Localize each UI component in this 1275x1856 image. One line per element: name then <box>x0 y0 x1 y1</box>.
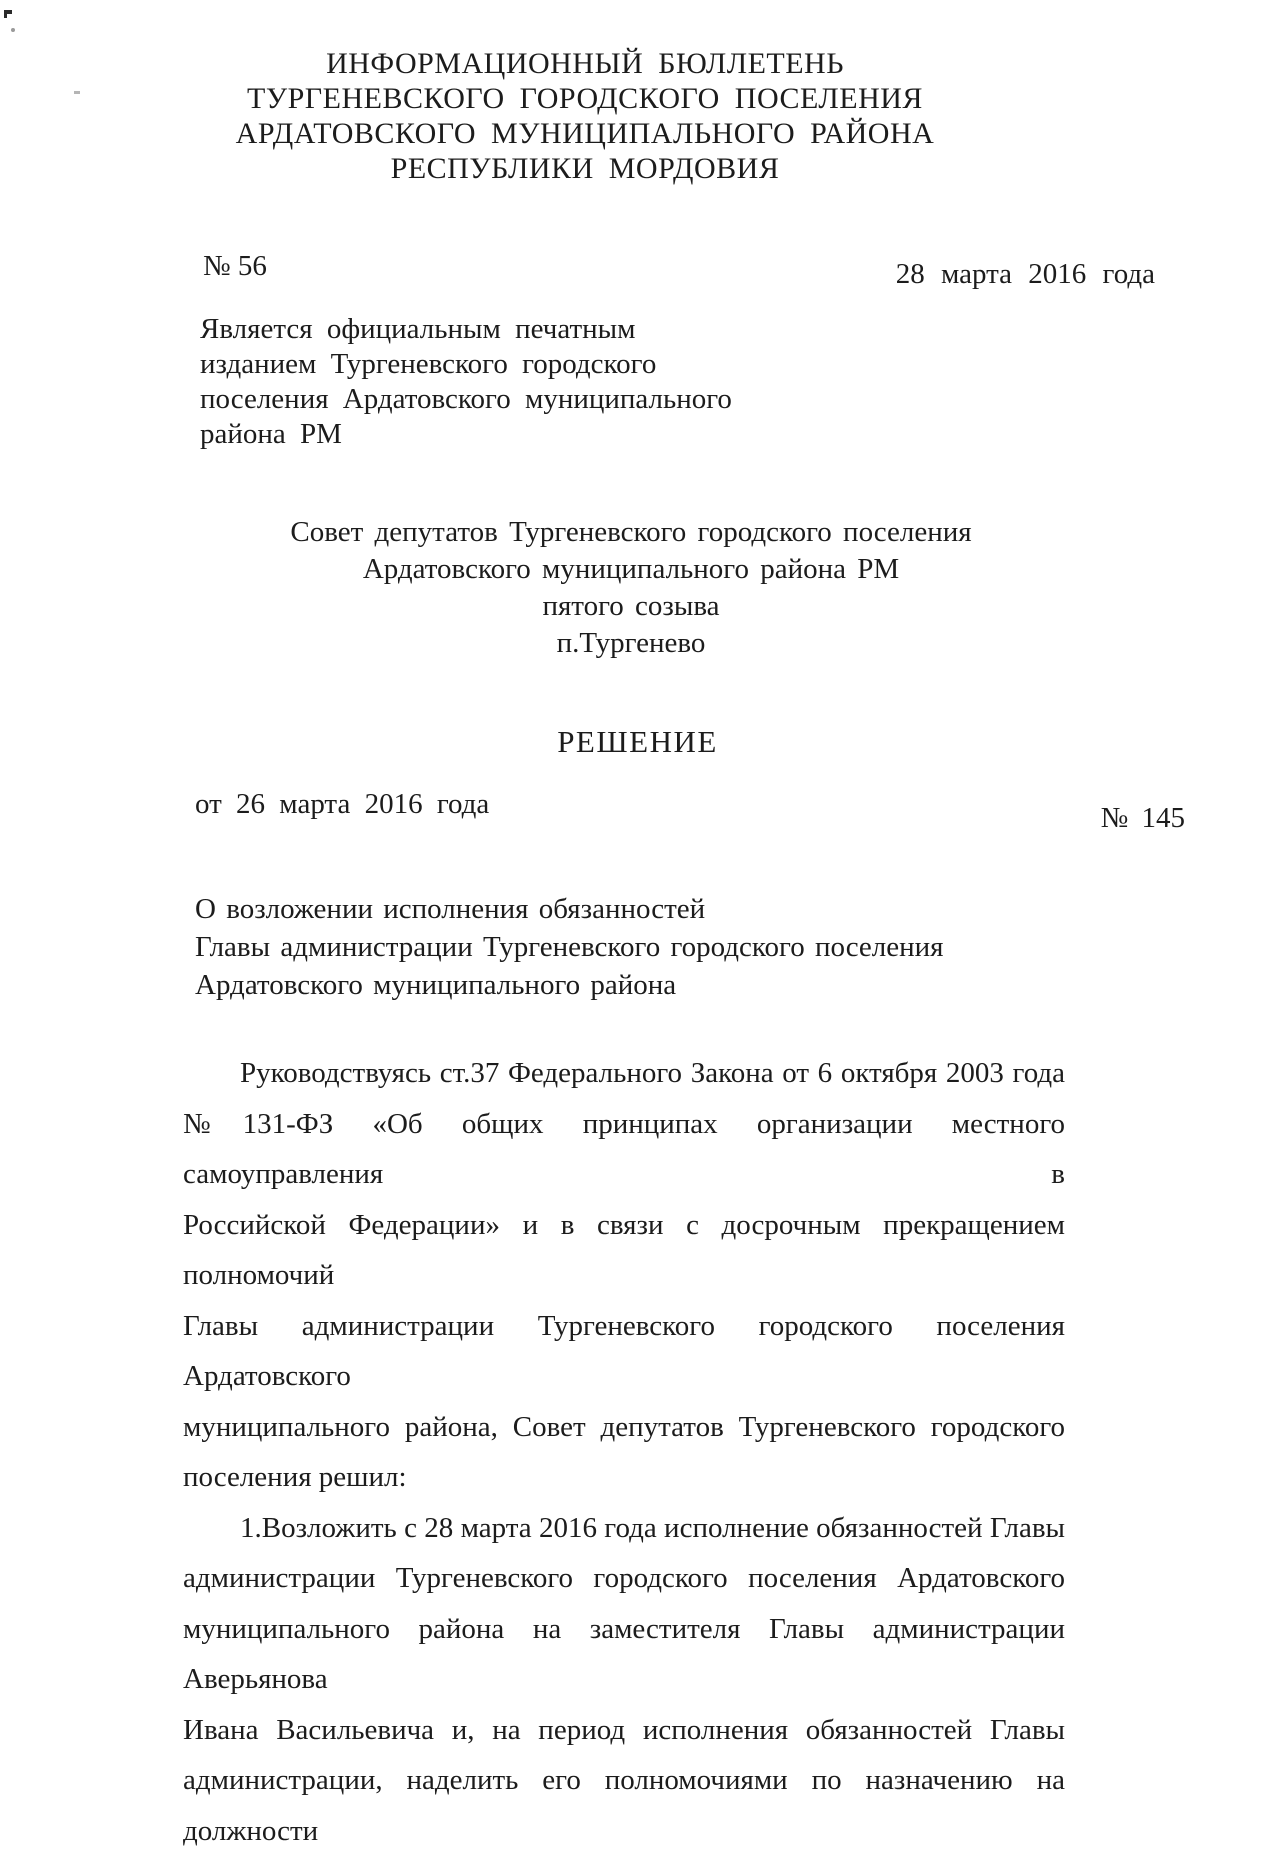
council-heading-line: Совет депутатов Тургеневского городского поселения <box>0 514 1262 551</box>
decision-title: РЕШЕНИЕ <box>0 724 1275 760</box>
issue-row <box>183 248 1155 296</box>
scan-speck <box>11 28 15 32</box>
body-line: поселения решил: <box>183 1452 1065 1503</box>
council-heading <box>0 514 1262 662</box>
publication-note-line: Является официальным печатным <box>200 312 732 347</box>
body-paragraph-2 <box>183 1503 1065 1856</box>
body-line: Главы администрации Тургеневского городского поселения Ардатовского <box>183 1301 1065 1402</box>
publication-note-line: района РМ <box>200 417 732 452</box>
decision-subject <box>195 890 944 1004</box>
masthead-line: ТУРГЕНЕВСКОГО ГОРОДСКОГО ПОСЕЛЕНИЯ <box>0 81 1170 116</box>
subject-line: Ардатовского муниципального района <box>195 966 944 1004</box>
body-line: администрации, наделить его полномочиями по назначению на должности <box>183 1755 1065 1856</box>
body-line: муниципального района, Совет депутатов Тургеневского городского <box>183 1402 1065 1453</box>
council-heading-line: п.Тургенево <box>0 625 1262 662</box>
subject-line: О возложении исполнения обязанностей <box>195 890 944 928</box>
subject-line: Главы администрации Тургеневского городского поселения <box>195 928 944 966</box>
masthead-line: РЕСПУБЛИКИ МОРДОВИЯ <box>0 151 1170 186</box>
body-line: 1.Возложить с 28 марта 2016 года исполнение обязанностей Главы <box>183 1503 1065 1554</box>
body-line: Ивана Васильевича и, на период исполнения обязанностей Главы <box>183 1705 1065 1756</box>
body-line: Руководствуясь ст.37 Федерального Закона от 6 октября 2003 года <box>183 1048 1065 1099</box>
body-line: администрации Тургеневского городского поселения Ардатовского <box>183 1553 1065 1604</box>
masthead-line: ИНФОРМАЦИОННЫЙ БЮЛЛЕТЕНЬ <box>0 46 1170 81</box>
masthead-line: АРДАТОВСКОГО МУНИЦИПАЛЬНОГО РАЙОНА <box>0 116 1170 151</box>
body-paragraph-1 <box>183 1048 1065 1503</box>
body-line: №131-ФЗ «Об общих принципах организации местного самоуправления в <box>183 1099 1065 1200</box>
masthead <box>0 46 1170 186</box>
scan-speck <box>4 10 7 18</box>
decision-body <box>183 1048 1065 1856</box>
council-heading-line: пятого созыва <box>0 588 1262 625</box>
body-line: Российской Федерации» и в связи с досрочным прекращением полномочий <box>183 1200 1065 1301</box>
publication-note-line: изданием Тургеневского городского <box>200 347 732 382</box>
publication-note <box>200 312 732 452</box>
council-heading-line: Ардатовского муниципального района РМ <box>0 551 1262 588</box>
decision-row <box>195 788 1185 848</box>
issue-date: 28 марта 2016 года <box>896 258 1155 291</box>
decision-date: от 26 марта 2016 года <box>195 788 489 821</box>
body-line: муниципального района на заместителя Главы администрации Аверьянова <box>183 1604 1065 1705</box>
decision-number: № 145 <box>1101 802 1185 835</box>
publication-note-line: поселения Ардатовского муниципального <box>200 382 732 417</box>
issue-number: № 56 <box>203 250 267 283</box>
